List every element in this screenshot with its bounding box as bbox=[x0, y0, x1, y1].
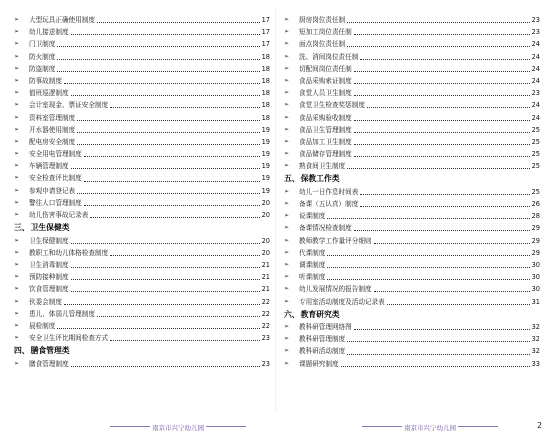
dot-leader bbox=[57, 70, 259, 72]
arrowhead-bullet-icon: ➢ bbox=[14, 309, 20, 317]
toc-entry-page: 20 bbox=[261, 211, 270, 219]
toc-entry-title: 食堂卫生检查奖惩制度 bbox=[299, 101, 365, 110]
arrowhead-bullet-icon: ➢ bbox=[14, 52, 20, 60]
toc-entry-title: 教职工和幼儿体格检查制度 bbox=[29, 248, 109, 257]
toc-entry-page: 18 bbox=[261, 101, 270, 110]
toc-entry[interactable] bbox=[284, 283, 540, 295]
dot-leader bbox=[354, 33, 530, 35]
toc-entry-title: 晨检制度 bbox=[29, 321, 56, 330]
arrowhead-bullet-icon: ➢ bbox=[284, 200, 290, 208]
arrowhead-bullet-icon: ➢ bbox=[284, 28, 290, 36]
dot-leader bbox=[57, 327, 259, 329]
dot-leader bbox=[354, 94, 530, 96]
toc-entry[interactable] bbox=[284, 38, 540, 50]
toc-entry-page: 19 bbox=[261, 186, 270, 195]
section-number: 五、 bbox=[284, 174, 300, 184]
footer-rule bbox=[458, 426, 498, 427]
toc-entry-page: 25 bbox=[531, 162, 540, 171]
dot-leader bbox=[110, 106, 259, 108]
toc-entry-page: 23 bbox=[531, 28, 540, 37]
dot-leader bbox=[110, 339, 259, 341]
toc-entry[interactable] bbox=[14, 320, 270, 332]
arrowhead-bullet-icon: ➢ bbox=[14, 273, 20, 281]
toc-entry[interactable] bbox=[284, 259, 540, 271]
toc-entry-title: 配电房安全制度 bbox=[29, 137, 76, 146]
arrowhead-bullet-icon: ➢ bbox=[14, 321, 20, 329]
toc-entry-page: 32 bbox=[531, 323, 540, 332]
toc-entry-title: 幼儿一日作息时间表 bbox=[299, 187, 359, 196]
toc-entry-page: 31 bbox=[531, 297, 540, 306]
footer-right bbox=[360, 423, 500, 432]
toc-entry-title: 专用室活动制度及活动记录表 bbox=[299, 297, 385, 306]
dot-leader bbox=[110, 254, 259, 256]
dot-leader bbox=[347, 21, 529, 23]
toc-entry[interactable] bbox=[14, 160, 270, 172]
dot-leader bbox=[354, 82, 530, 84]
toc-entry-title: 安全检查评比制度 bbox=[29, 174, 82, 183]
dot-leader bbox=[367, 106, 530, 108]
arrowhead-bullet-icon: ➢ bbox=[284, 347, 290, 355]
toc-entry[interactable] bbox=[14, 308, 270, 320]
dot-leader bbox=[71, 278, 260, 280]
arrowhead-bullet-icon: ➢ bbox=[14, 359, 20, 367]
toc-entry[interactable] bbox=[14, 172, 270, 184]
toc-entry-page: 30 bbox=[531, 273, 540, 282]
toc-entry[interactable] bbox=[284, 160, 540, 172]
toc-entry-title: 卫生保健制度 bbox=[29, 236, 69, 245]
toc-entry-title: 洗、消间岗位责任制 bbox=[299, 52, 359, 61]
toc-entry-title: 食品卫生管理制度 bbox=[299, 125, 352, 134]
arrowhead-bullet-icon: ➢ bbox=[14, 76, 20, 84]
dot-leader bbox=[64, 82, 260, 84]
page-number: 2 bbox=[537, 421, 543, 430]
toc-entry-page: 19 bbox=[261, 125, 270, 134]
toc-entry-title: 值班巡逻制度 bbox=[29, 89, 69, 98]
toc-entry[interactable] bbox=[14, 112, 270, 124]
toc-entry-title: 预防接种制度 bbox=[29, 273, 69, 282]
toc-entry-page: 18 bbox=[261, 52, 270, 61]
section-title: 保教工作类 bbox=[300, 174, 340, 184]
toc-entry[interactable] bbox=[14, 185, 270, 197]
toc-entry-page: 24 bbox=[531, 64, 540, 73]
toc-entry-title: 资料室管理制度 bbox=[29, 113, 76, 122]
toc-entry-title: 安全用电管理制度 bbox=[29, 150, 82, 159]
toc-entry[interactable] bbox=[284, 87, 540, 99]
arrowhead-bullet-icon: ➢ bbox=[284, 297, 290, 305]
section-number: 四、 bbox=[14, 346, 30, 356]
dot-leader bbox=[354, 131, 530, 133]
toc-entry-page: 29 bbox=[531, 224, 540, 233]
dot-leader bbox=[84, 155, 260, 157]
arrowhead-bullet-icon: ➢ bbox=[14, 137, 20, 145]
toc-entry-title: 听课制度 bbox=[299, 273, 326, 282]
toc-entry-title: 幼儿接送制度 bbox=[29, 28, 69, 37]
toc-entry-page: 24 bbox=[531, 76, 540, 85]
arrowhead-bullet-icon: ➢ bbox=[284, 64, 290, 72]
toc-entry-title: 食品采购索证制度 bbox=[299, 76, 352, 85]
toc-entry-title: 开水器使用制度 bbox=[29, 125, 76, 134]
toc-entry-page: 23 bbox=[531, 16, 540, 24]
toc-entry[interactable] bbox=[14, 87, 270, 99]
toc-entry[interactable] bbox=[14, 271, 270, 283]
arrowhead-bullet-icon: ➢ bbox=[284, 187, 290, 195]
dot-leader bbox=[354, 328, 530, 330]
toc-entry-title: 教科研活动制度 bbox=[299, 347, 346, 356]
arrowhead-bullet-icon: ➢ bbox=[14, 101, 20, 109]
toc-entry[interactable] bbox=[284, 271, 540, 283]
toc-entry-page: 24 bbox=[531, 40, 540, 49]
arrowhead-bullet-icon: ➢ bbox=[284, 89, 290, 97]
toc-entry-page: 28 bbox=[531, 212, 540, 221]
arrowhead-bullet-icon: ➢ bbox=[14, 89, 20, 97]
dot-leader bbox=[84, 180, 260, 182]
toc-section-heading bbox=[284, 308, 540, 321]
toc-entry[interactable] bbox=[284, 26, 540, 38]
dot-leader bbox=[354, 155, 530, 157]
arrowhead-bullet-icon: ➢ bbox=[284, 359, 290, 367]
arrowhead-bullet-icon: ➢ bbox=[284, 285, 290, 293]
arrowhead-bullet-icon: ➢ bbox=[14, 28, 20, 36]
arrowhead-bullet-icon: ➢ bbox=[284, 150, 290, 158]
toc-entry-title: 备课（五认真）制度 bbox=[299, 200, 359, 209]
toc-entry-title: 代课制度 bbox=[299, 248, 326, 257]
dot-leader bbox=[77, 143, 259, 145]
toc-entry[interactable] bbox=[284, 148, 540, 160]
arrowhead-bullet-icon: ➢ bbox=[284, 273, 290, 281]
dot-leader bbox=[71, 94, 260, 96]
arrowhead-bullet-icon: ➢ bbox=[284, 52, 290, 60]
dot-leader bbox=[327, 278, 529, 280]
arrowhead-bullet-icon: ➢ bbox=[284, 76, 290, 84]
dot-leader bbox=[71, 33, 260, 35]
dot-leader bbox=[347, 340, 529, 342]
toc-entry-title: 车辆管理制度 bbox=[29, 162, 69, 171]
toc-entry-page: 22 bbox=[261, 309, 270, 318]
toc-entry[interactable] bbox=[14, 197, 270, 209]
dot-leader bbox=[71, 242, 260, 244]
arrowhead-bullet-icon: ➢ bbox=[14, 16, 20, 23]
toc-entry-page: 29 bbox=[531, 248, 540, 257]
toc-entry-page: 32 bbox=[531, 335, 540, 344]
dot-leader bbox=[354, 70, 530, 72]
footer-left bbox=[108, 423, 248, 432]
toc-entry-title: 说课制度 bbox=[299, 212, 326, 221]
dot-leader bbox=[354, 143, 530, 145]
toc-entry-page: 17 bbox=[261, 28, 270, 37]
dot-leader bbox=[77, 192, 259, 194]
toc-entry[interactable] bbox=[284, 247, 540, 259]
arrowhead-bullet-icon: ➢ bbox=[14, 334, 20, 342]
toc-entry-page: 21 bbox=[261, 260, 270, 269]
toc-entry-page: 22 bbox=[261, 297, 270, 306]
toc-entry-title: 食品储存管理制度 bbox=[299, 150, 352, 159]
toc-entry-page: 19 bbox=[261, 150, 270, 159]
arrowhead-bullet-icon: ➢ bbox=[14, 174, 20, 182]
arrowhead-bullet-icon: ➢ bbox=[284, 101, 290, 109]
toc-entry[interactable] bbox=[14, 75, 270, 87]
toc-section-heading bbox=[14, 221, 270, 234]
arrowhead-bullet-icon: ➢ bbox=[14, 125, 20, 133]
toc-entry-page: 25 bbox=[531, 125, 540, 134]
arrowhead-bullet-icon: ➢ bbox=[284, 113, 290, 121]
dot-leader bbox=[347, 353, 529, 355]
dot-leader bbox=[387, 303, 530, 305]
dot-leader bbox=[97, 315, 260, 317]
toc-section-heading bbox=[14, 344, 270, 357]
toc-entry-page: 33 bbox=[531, 359, 540, 368]
toc-entry-title: 厨房岗位责任制 bbox=[299, 16, 346, 24]
dot-leader bbox=[71, 290, 260, 292]
toc-entry-title: 警往人口管理制度 bbox=[29, 198, 82, 207]
toc-entry-title: 安全卫生评比期间检查方式 bbox=[29, 334, 109, 343]
toc-entry-title: 伙委会制度 bbox=[29, 297, 62, 306]
arrowhead-bullet-icon: ➢ bbox=[284, 224, 290, 232]
toc-entry-page: 23 bbox=[261, 359, 270, 368]
toc-entry[interactable] bbox=[284, 186, 540, 198]
footer-school-name: 南京市兴宁幼儿园 bbox=[404, 424, 456, 432]
toc-entry[interactable] bbox=[14, 99, 270, 111]
toc-entry-page: 18 bbox=[261, 89, 270, 98]
toc-entry[interactable] bbox=[284, 235, 540, 247]
dot-leader bbox=[77, 119, 259, 121]
toc-entry-page: 25 bbox=[531, 187, 540, 196]
dot-leader bbox=[354, 119, 530, 121]
toc-entry-page: 20 bbox=[261, 248, 270, 257]
toc-entry-title: 幼儿伤害事故记录表 bbox=[29, 211, 89, 219]
dot-leader bbox=[360, 193, 529, 195]
arrowhead-bullet-icon: ➢ bbox=[14, 40, 20, 48]
arrowhead-bullet-icon: ➢ bbox=[284, 335, 290, 343]
dot-leader bbox=[374, 290, 530, 292]
toc-entry-title: 食堂人员卫生制度 bbox=[299, 89, 352, 98]
dot-leader bbox=[71, 266, 260, 268]
toc-entry-page: 18 bbox=[261, 76, 270, 85]
toc-entry[interactable] bbox=[14, 63, 270, 75]
dot-leader bbox=[57, 45, 259, 47]
toc-entry[interactable] bbox=[284, 75, 540, 87]
toc-entry-page: 21 bbox=[261, 273, 270, 282]
dot-leader bbox=[347, 45, 529, 47]
dot-leader bbox=[360, 58, 529, 60]
arrowhead-bullet-icon: ➢ bbox=[284, 248, 290, 256]
arrowhead-bullet-icon: ➢ bbox=[14, 297, 20, 305]
dot-leader bbox=[347, 167, 529, 169]
toc-entry-page: 18 bbox=[261, 64, 270, 73]
toc-entry-title: 课题研究制度 bbox=[299, 359, 339, 368]
arrowhead-bullet-icon: ➢ bbox=[284, 125, 290, 133]
toc-entry[interactable] bbox=[14, 283, 270, 295]
toc-entry[interactable] bbox=[284, 14, 540, 26]
toc-entry[interactable] bbox=[14, 26, 270, 38]
section-title: 教育研究类 bbox=[300, 309, 340, 319]
toc-entry[interactable] bbox=[284, 124, 540, 136]
arrowhead-bullet-icon: ➢ bbox=[14, 248, 20, 256]
arrowhead-bullet-icon: ➢ bbox=[14, 162, 20, 170]
toc-entry[interactable] bbox=[14, 332, 270, 344]
toc-entry-title: 熟食间卫生制度 bbox=[299, 162, 346, 171]
dot-leader bbox=[77, 131, 259, 133]
toc-entry-page: 24 bbox=[531, 101, 540, 110]
dot-leader bbox=[327, 217, 529, 219]
toc-entry[interactable] bbox=[284, 210, 540, 222]
toc-entry-title: 食品加工卫生制度 bbox=[299, 137, 352, 146]
dot-leader bbox=[84, 204, 260, 206]
arrowhead-bullet-icon: ➢ bbox=[14, 211, 20, 218]
dot-leader bbox=[97, 21, 260, 23]
toc-entry[interactable] bbox=[284, 321, 540, 333]
dot-leader bbox=[374, 242, 530, 244]
dot-leader bbox=[360, 205, 529, 207]
toc-entry-title: 防盗制度 bbox=[29, 64, 56, 73]
toc-entry[interactable] bbox=[14, 124, 270, 136]
toc-entry[interactable] bbox=[14, 235, 270, 247]
arrowhead-bullet-icon: ➢ bbox=[14, 150, 20, 158]
toc-entry-title: 门卫制度 bbox=[29, 40, 56, 49]
toc-entry[interactable] bbox=[14, 296, 270, 308]
toc-entry-page: 19 bbox=[261, 137, 270, 146]
arrowhead-bullet-icon: ➢ bbox=[14, 236, 20, 244]
toc-entry[interactable] bbox=[284, 198, 540, 210]
toc-entry[interactable] bbox=[284, 63, 540, 75]
toc-left-column bbox=[14, 14, 270, 370]
toc-entry-title: 备课情况检查制度 bbox=[299, 224, 352, 233]
footer-rule bbox=[110, 426, 150, 427]
toc-entry[interactable] bbox=[14, 209, 270, 221]
section-title: 膳食管理类 bbox=[30, 346, 70, 356]
toc-entry-page: 17 bbox=[261, 40, 270, 49]
arrowhead-bullet-icon: ➢ bbox=[14, 198, 20, 206]
toc-entry-page: 19 bbox=[261, 174, 270, 183]
toc-entry[interactable] bbox=[14, 51, 270, 63]
dot-leader bbox=[341, 365, 530, 367]
toc-entry[interactable] bbox=[14, 247, 270, 259]
toc-entry[interactable] bbox=[284, 136, 540, 148]
arrowhead-bullet-icon: ➢ bbox=[14, 285, 20, 293]
toc-entry-title: 幼儿发展情况的报告制度 bbox=[299, 285, 372, 294]
toc-entry-page: 23 bbox=[531, 89, 540, 98]
toc-entry-title: 大型玩具正确使用制度 bbox=[29, 16, 95, 24]
toc-entry-title: 短加工岗位责任制 bbox=[299, 28, 352, 37]
arrowhead-bullet-icon: ➢ bbox=[284, 236, 290, 244]
toc-entry[interactable] bbox=[14, 38, 270, 50]
toc-entry-title: 面点岗位责任制 bbox=[299, 40, 346, 49]
dot-leader bbox=[354, 229, 530, 231]
toc-entry-page: 30 bbox=[531, 260, 540, 269]
toc-entry-page: 25 bbox=[531, 150, 540, 159]
toc-entry-page: 30 bbox=[531, 285, 540, 294]
toc-entry[interactable] bbox=[284, 358, 540, 370]
footer-school-name: 南京市兴宁幼儿园 bbox=[152, 424, 204, 432]
arrowhead-bullet-icon: ➢ bbox=[14, 64, 20, 72]
toc-entry-page: 26 bbox=[531, 200, 540, 209]
toc-entry-page: 18 bbox=[261, 113, 270, 122]
toc-entry-title: 会计室现金、票证安全制度 bbox=[29, 101, 109, 110]
arrowhead-bullet-icon: ➢ bbox=[14, 260, 20, 268]
toc-entry-title: 食品采购验收制度 bbox=[299, 113, 352, 122]
toc-entry-title: 卫生消毒制度 bbox=[29, 260, 69, 269]
dot-leader bbox=[71, 365, 260, 367]
footer-rule bbox=[362, 426, 402, 427]
toc-entry[interactable] bbox=[284, 112, 540, 124]
toc-entry-title: 防事故制度 bbox=[29, 76, 62, 85]
toc-entry-page: 20 bbox=[261, 236, 270, 245]
toc-entry[interactable] bbox=[284, 345, 540, 357]
toc-entry[interactable] bbox=[284, 51, 540, 63]
dot-leader bbox=[327, 254, 529, 256]
toc-entry[interactable] bbox=[14, 14, 270, 26]
toc-entry-title: 教师教学工作量评分细则 bbox=[299, 236, 372, 245]
column-gutter bbox=[275, 8, 276, 413]
toc-entry-title: 防火制度 bbox=[29, 52, 56, 61]
arrowhead-bullet-icon: ➢ bbox=[284, 212, 290, 220]
toc-entry[interactable] bbox=[284, 222, 540, 234]
toc-entry-title: 教科研管理网络图 bbox=[299, 323, 352, 332]
arrowhead-bullet-icon: ➢ bbox=[284, 137, 290, 145]
toc-entry-page: 29 bbox=[531, 236, 540, 245]
arrowhead-bullet-icon: ➢ bbox=[284, 323, 290, 331]
toc-section-heading bbox=[284, 172, 540, 185]
toc-entry-page: 17 bbox=[261, 16, 270, 24]
toc-entry[interactable] bbox=[284, 333, 540, 345]
toc-entry-page: 25 bbox=[531, 137, 540, 146]
toc-entry-title: 调课制度 bbox=[299, 260, 326, 269]
toc-entry-page: 24 bbox=[531, 113, 540, 122]
toc-entry-title: 教科研管理制度 bbox=[299, 335, 346, 344]
toc-entry-page: 19 bbox=[261, 162, 270, 171]
toc-entry-page: 20 bbox=[261, 198, 270, 207]
section-title: 卫生保健类 bbox=[30, 223, 70, 233]
toc-entry[interactable] bbox=[14, 136, 270, 148]
toc-entry[interactable] bbox=[284, 99, 540, 111]
section-number: 六、 bbox=[284, 309, 300, 319]
toc-entry-title: 膳食管理制度 bbox=[29, 359, 69, 368]
arrowhead-bullet-icon: ➢ bbox=[284, 162, 290, 170]
arrowhead-bullet-icon: ➢ bbox=[284, 40, 290, 48]
toc-entry[interactable] bbox=[284, 296, 540, 308]
toc-entry-title: 切配间岗位责任制 bbox=[299, 64, 352, 73]
toc-entry-page: 21 bbox=[261, 285, 270, 294]
dot-leader bbox=[64, 303, 260, 305]
toc-entry[interactable] bbox=[14, 148, 270, 160]
section-number: 三、 bbox=[14, 223, 30, 233]
dot-leader bbox=[327, 266, 529, 268]
dot-leader bbox=[90, 216, 259, 218]
dot-leader bbox=[71, 167, 260, 169]
arrowhead-bullet-icon: ➢ bbox=[284, 260, 290, 268]
toc-entry-page: 22 bbox=[261, 321, 270, 330]
toc-entry-page: 24 bbox=[531, 52, 540, 61]
dot-leader bbox=[57, 58, 259, 60]
arrowhead-bullet-icon: ➢ bbox=[14, 186, 20, 194]
toc-entry-page: 32 bbox=[531, 347, 540, 356]
arrowhead-bullet-icon: ➢ bbox=[284, 16, 290, 23]
toc-right-column bbox=[284, 14, 540, 370]
toc-entry-title: 饮食管理制度 bbox=[29, 285, 69, 294]
toc-entry-page: 23 bbox=[261, 334, 270, 343]
arrowhead-bullet-icon: ➢ bbox=[14, 113, 20, 121]
toc-entry[interactable] bbox=[14, 358, 270, 370]
toc-entry[interactable] bbox=[14, 259, 270, 271]
toc-entry-title: 参观申请登记表 bbox=[29, 186, 76, 195]
footer-rule bbox=[206, 426, 246, 427]
toc-entry-title: 患儿、体弱儿管理制度 bbox=[29, 309, 95, 318]
